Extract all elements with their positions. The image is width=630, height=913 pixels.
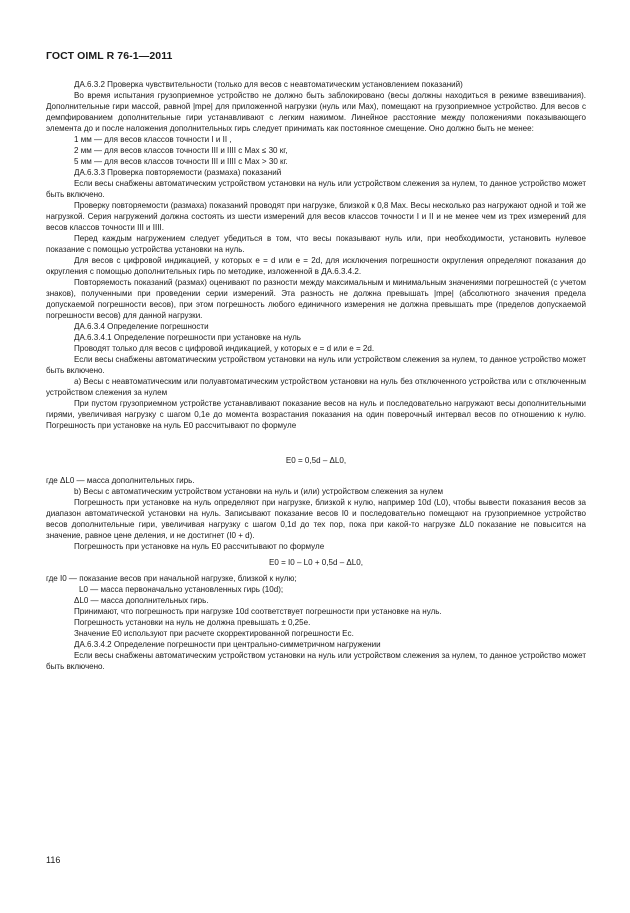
paragraph: Во время испытания грузоприемное устройство не должно быть заблокировано (весы должны находиться в режиме взвешивания). Дополнительные гири массой, равной |mpe| для приложенной нагрузки (нуль или Max), помещают на грузоприемное устройство. Для весов с демпфированием дополнительные гири устанавливают с легким нажимом. Линейное расстояние между положениями показывающего элемента до и после наложения дополнительных гирь следует принимать как постоянное смещение. Оно должно быть не менее: [46, 91, 586, 133]
paragraph: а) Весы с неавтоматическим или полуавтоматическим устройством установки на нуль без отключенного устройства или с отключенным устройством слежения за нулем [46, 377, 586, 397]
paragraph: Если весы снабжены автоматическим устройством установки на нуль или устройством слежения за нулем, то данное устройство может быть включено. [46, 355, 586, 375]
formula: E0 = I0 – L0 + 0,5d – ΔL0, [269, 558, 363, 567]
formula: E0 = 0,5d – ΔL0, [285, 456, 347, 465]
section-heading: ДА.6.3.4.2 Определение погрешности при центрально-симметричном нагружении [74, 640, 381, 649]
paragraph: ДА.6.3.2 Проверка чувствительности (только для весов с неавтоматическим установлением показаний) [74, 80, 463, 89]
paragraph: Проверку повторяемости (размаха) показаний проводят при нагрузке, близкой к 0,8 Max. Весы несколько раз нагружают одной и той же нагрузкой. Серия нагружений должна состоять из шести измерений для весов классов точности I и II и не менее чем из трех измерений для весов классов точности III и IIII. [46, 201, 586, 232]
formula-legend: ΔL0 — масса дополнительных гирь. [74, 596, 209, 605]
paragraph: Перед каждым нагружением следует убедиться в том, что весы показывают нуль или, при необходимости, установить нулевое показание с помощью устройства установки на нуль. [46, 234, 586, 254]
section-heading: ДА.6.3.3 Проверка повторяемости (размаха) показаний [74, 168, 282, 177]
paragraph: Погрешность при установке на нуль E0 рассчитывают по формуле [74, 542, 325, 551]
list-item: 2 мм — для весов классов точности III и IIII с Max ≤ 30 кг, [74, 146, 288, 155]
section-heading: ДА.6.3.4 Определение погрешности [74, 322, 209, 331]
paragraph: Принимают, что погрешность при нагрузке 10d соответствует погрешности при установке на нуль. [74, 607, 442, 616]
paragraph: Проводят только для весов с цифровой индикацией, у которых e = d или e = 2d. [74, 344, 375, 353]
list-item: 1 мм — для весов классов точности I и II , [74, 135, 232, 144]
paragraph: b) Весы с автоматическим устройством установки на нуль и (или) устройством слежения за нулем [74, 487, 444, 496]
paragraph: Значение E0 используют при расчете скорректированной погрешности Ec. [74, 629, 354, 638]
formula-legend: где ΔL0 — масса дополнительных гирь. [46, 476, 195, 485]
paragraph: Погрешность установки на нуль не должна превышать ± 0,25e. [74, 618, 311, 627]
paragraph: Погрешность при установке на нуль определяют при нагрузке, близкой к нулю, например 10d (L0), чтобы вывести показания весов за диапазон автоматической установки на нуль. Записывают показание весов I0 и последовательно помещают на грузоприемное устройство весов дополнительные гири, увеличивая нагрузку с шагом 0,1d до тех пор, пока при какой-то нагрузке ΔL0 показание не повысится на значение, равное цене деления, и не достигнет (I0 + d). [46, 498, 586, 540]
paragraph: Повторяемость показаний (размах) оценивают по разности между максимальным и минимальным значениями погрешностей (с учетом знаков), полученными при проведении серии измерений. Эта разность не должна превышать |mpe| (абсолютного значения предела допускаемой погрешности весов), при этом погрешность любого единичного измерения не должна превышать mpe (пределов допускаемой погрешности весов) для данной нагрузки. [46, 278, 586, 320]
paragraph: При пустом грузоприемном устройстве устанавливают показание весов на нуль и последовательно нагружают весы дополнительными гирями, увеличивая нагрузку с шагом 0,1e до момента возрастания показания на один поверочный интервал весов по отношению к нулю. Погрешность при установке на нуль E0 рассчитывают по формуле [46, 399, 586, 430]
paragraph: Если весы снабжены автоматическим устройством установки на нуль или устройством слежения за нулем, то данное устройство может быть включено. [46, 179, 586, 199]
document-header: ГОСТ OIML R 76-1—2011 [46, 50, 173, 62]
section-heading: ДА.6.3.4.1 Определение погрешности при установке на нуль [74, 333, 301, 342]
document-body [46, 79, 586, 672]
formula-legend: L0 — масса первоначально установленных гирь (10d); [79, 585, 284, 594]
list-item: 5 мм — для весов классов точности III и IIII с Max > 30 кг. [74, 157, 288, 166]
formula-legend: где I0 — показание весов при начальной нагрузке, близкой к нулю; [46, 574, 297, 583]
page-number: 116 [46, 855, 61, 865]
paragraph: Если весы снабжены автоматическим устройством установки на нуль или устройством слежения за нулем, то данное устройство может быть включено. [46, 651, 586, 671]
paragraph: Для весов с цифровой индикацией, у которых e = d или e = 2d, для исключения погрешности округления определяют показания до округления с помощью дополнительных гирь по методике, изложенной в ДА.6.3.4.2. [46, 256, 586, 276]
